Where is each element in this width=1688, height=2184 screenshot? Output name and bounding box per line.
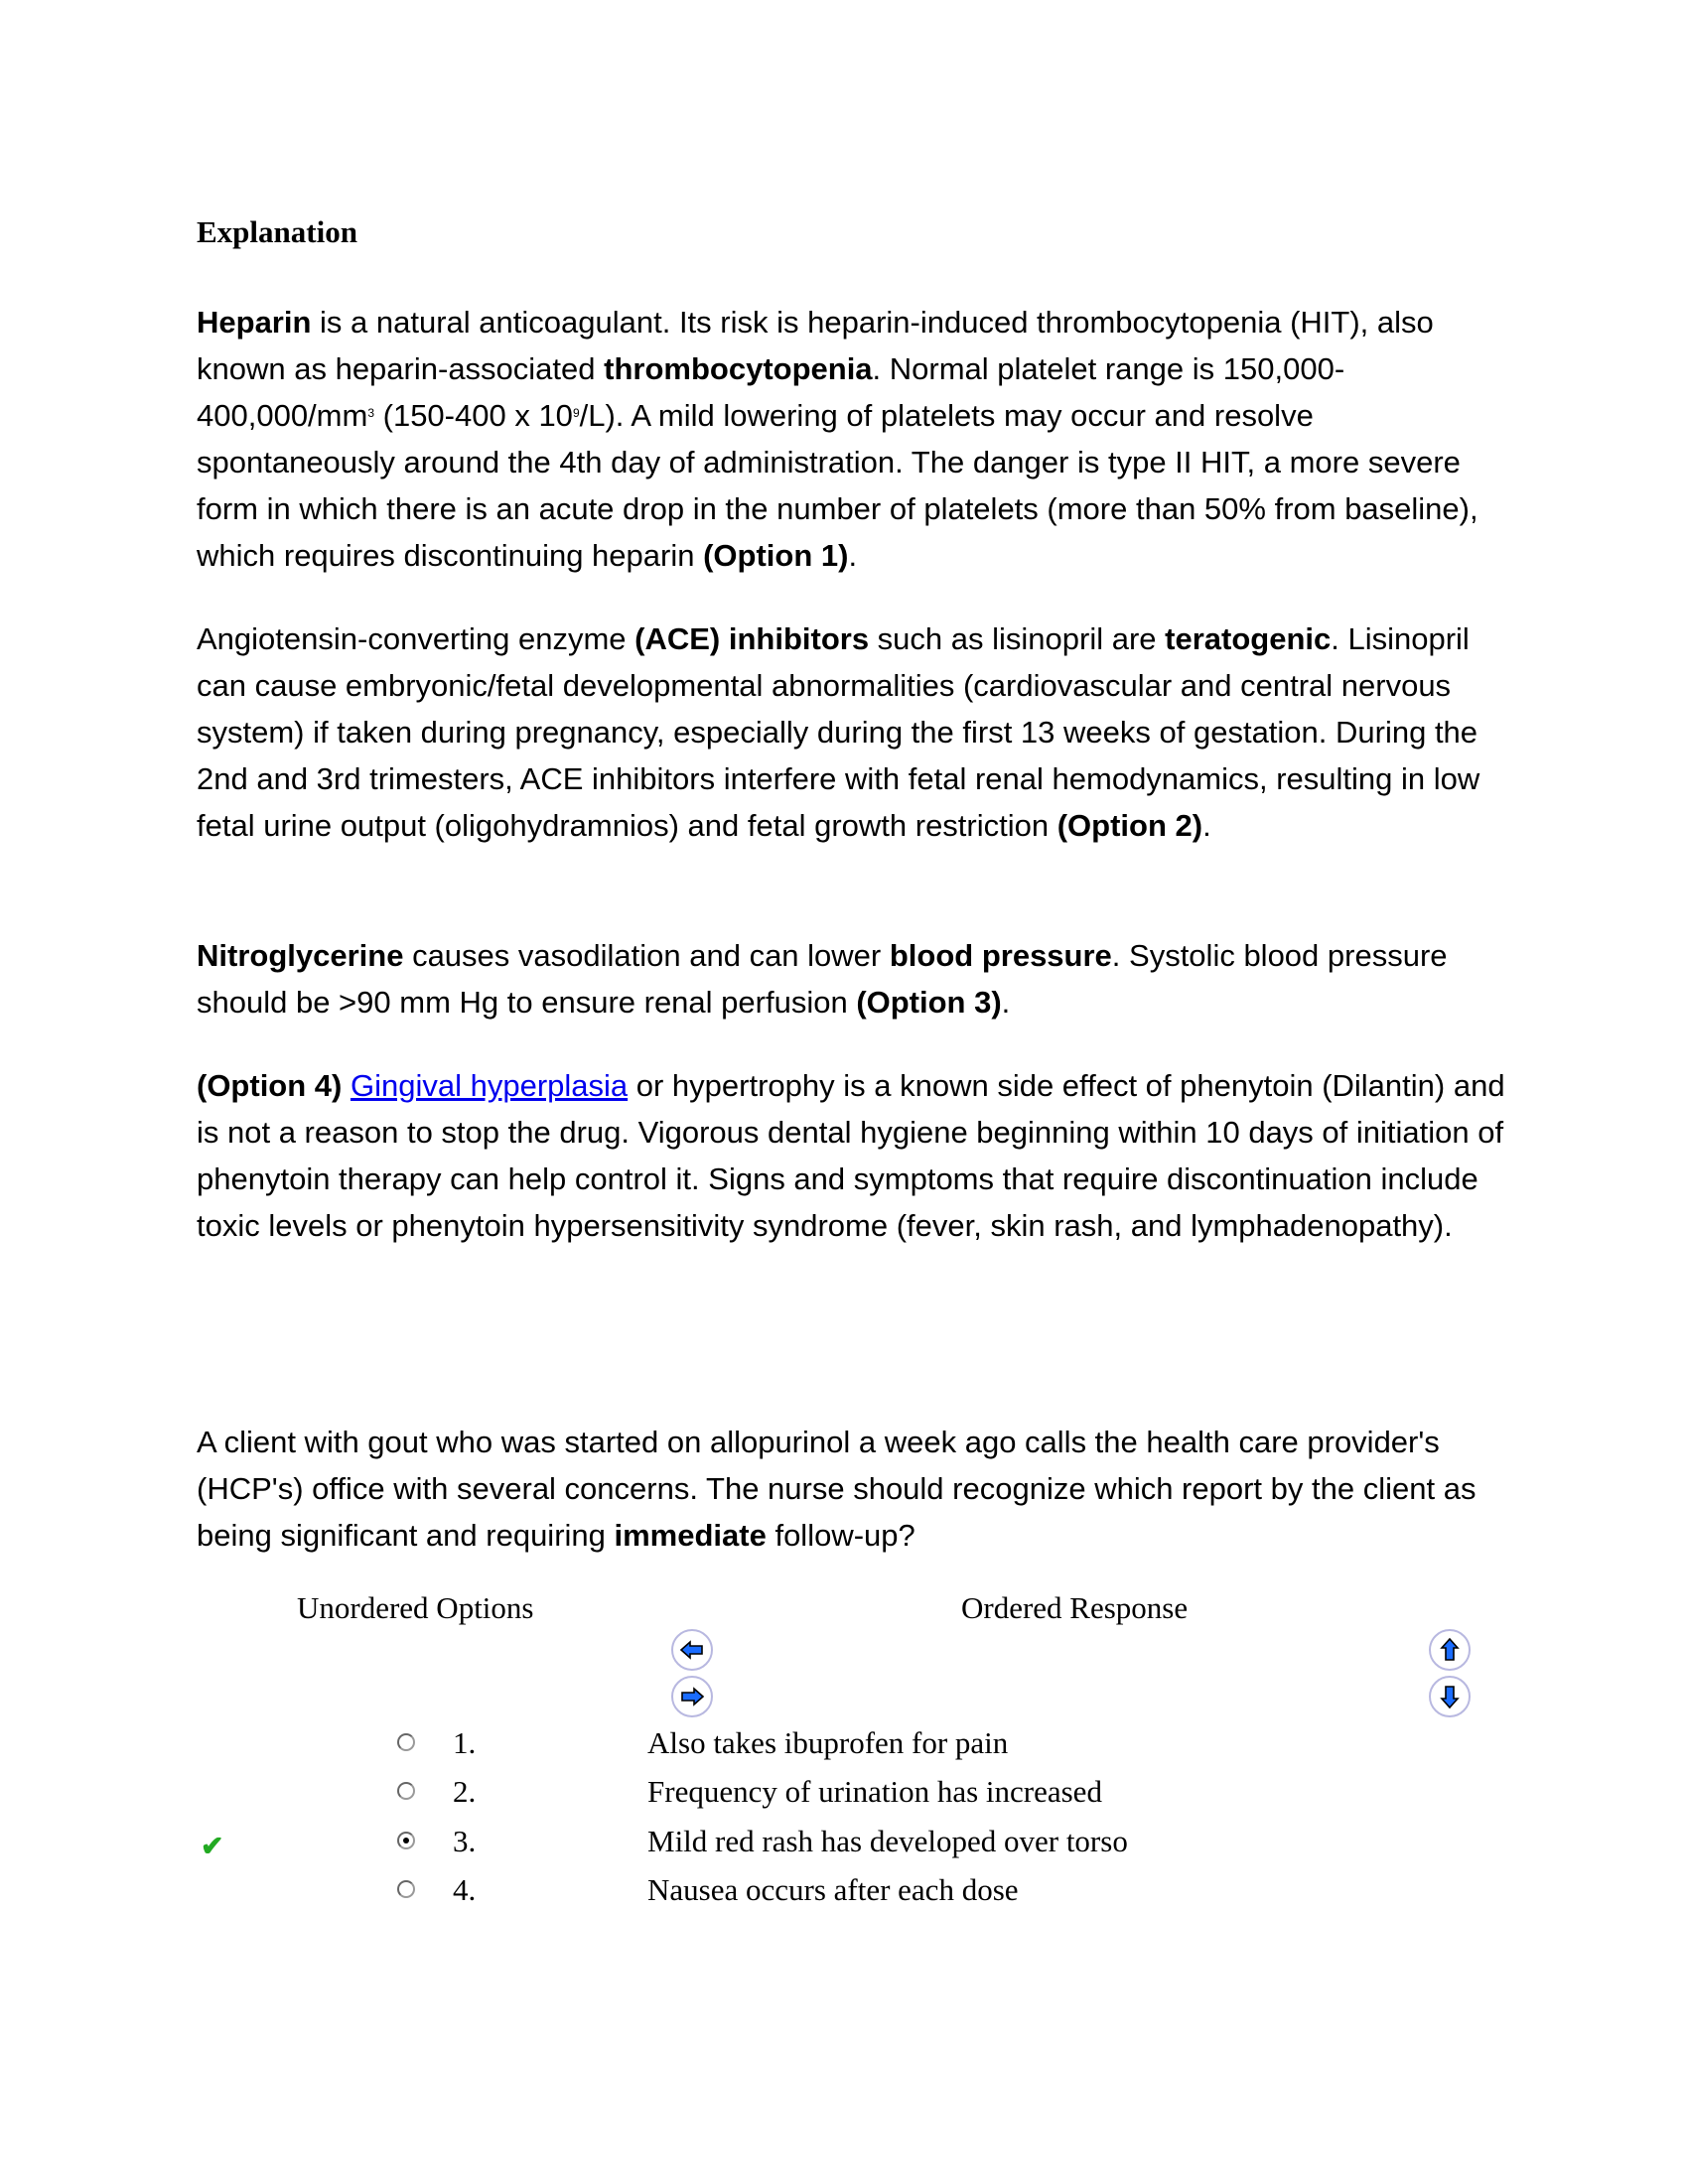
explanation-paragraph-heparin: Heparin is a natural anticoagulant. Its risk is heparin-induced thrombocytopenia (HIT), also known as heparin-associated thrombocytopenia. Normal platelet range is $150,000-400,000/mm^3$ (150-400 x $10^9/L$). A mild lowering of platelets may occur and resolve spontaneously around the 4th day of administration. The danger is type II HIT, a more severe form in which there is an acute drop in the number of platelets (more than 50% from baseline), which requires discontinuing heparin (Option 1). [197,305,1478,573]
option-row[interactable] [0,1725,1688,1773]
move-left-button[interactable] [671,1629,713,1671]
left-arrow-icon [679,1640,705,1660]
explanation-paragraph-ace-inhibitors: Angiotensin-converting enzyme (ACE) inhibitors such as lisinopril are teratogenic. Lisinopril can cause embryonic/fetal developmental abnormalities (cardiovascular and central nervous system) if taken during pregnancy, especially during the first 13 weeks of gestation. During the 2nd and 3rd trimesters, ACE inhibitors interfere with fetal renal hemodynamics, resulting in low fetal urine output (oligohydramnios) and fetal growth restriction (Option 2). [197,621,1480,843]
option-text: Also takes ibuprofen for pain [647,1725,1009,1760]
option-row[interactable] [0,1872,1688,1920]
gingival-hyperplasia-link[interactable]: Gingival hyperplasia [350,1068,629,1103]
option-number: 1. [453,1725,477,1760]
down-arrow-icon [1440,1684,1460,1709]
up-arrow-icon [1440,1637,1460,1663]
move-up-button[interactable] [1429,1629,1471,1671]
question-stem: A client with gout who was started on allopurinol a week ago calls the health care provider's (HCP's) office with several concerns. The nurse should recognize which report by the client as being significant and requiring immediate follow-up? [197,1425,1477,1553]
option-text: Mild red rash has developed over torso [647,1824,1128,1858]
right-arrow-icon [679,1687,705,1706]
option-row[interactable] [0,1774,1688,1822]
option-radio[interactable] [397,1733,415,1751]
ordered-response-header: Ordered Response [961,1590,1189,1625]
correct-check-icon: ✔ [201,1832,224,1862]
option-number: 3. [453,1824,477,1858]
option-row[interactable] [0,1824,1688,1871]
option-text: Frequency of urination has increased [647,1774,1102,1809]
option-text: Nausea occurs after each dose [647,1872,1019,1907]
option-radio[interactable] [397,1832,415,1849]
unordered-options-header: Unordered Options [297,1590,534,1625]
explanation-heading: Explanation [197,214,357,249]
move-down-button[interactable] [1429,1676,1471,1717]
option-number: 2. [453,1774,477,1809]
option-number: 4. [453,1872,477,1907]
option-radio[interactable] [397,1880,415,1898]
explanation-paragraph-nitroglycerine: Nitroglycerine causes vasodilation and can lower blood pressure. Systolic blood pressure should be >90 mm Hg to ensure renal perfusion (Option 3). [197,938,1448,1020]
option-radio[interactable] [397,1782,415,1800]
explanation-paragraph-phenytoin: (Option 4) Gingival hyperplasia or hypertrophy is a known side effect of phenytoin (Dilantin) and is not a reason to stop the drug. Vigorous dental hygiene beginning within 10 days of initiation of phenytoin therapy can help control it. Signs and symptoms that require discontinuation include toxic levels or phenytoin hypersensitivity syndrome (fever, skin rash, and lymphadenopathy). [197,1068,1505,1243]
move-right-button[interactable] [671,1676,713,1717]
